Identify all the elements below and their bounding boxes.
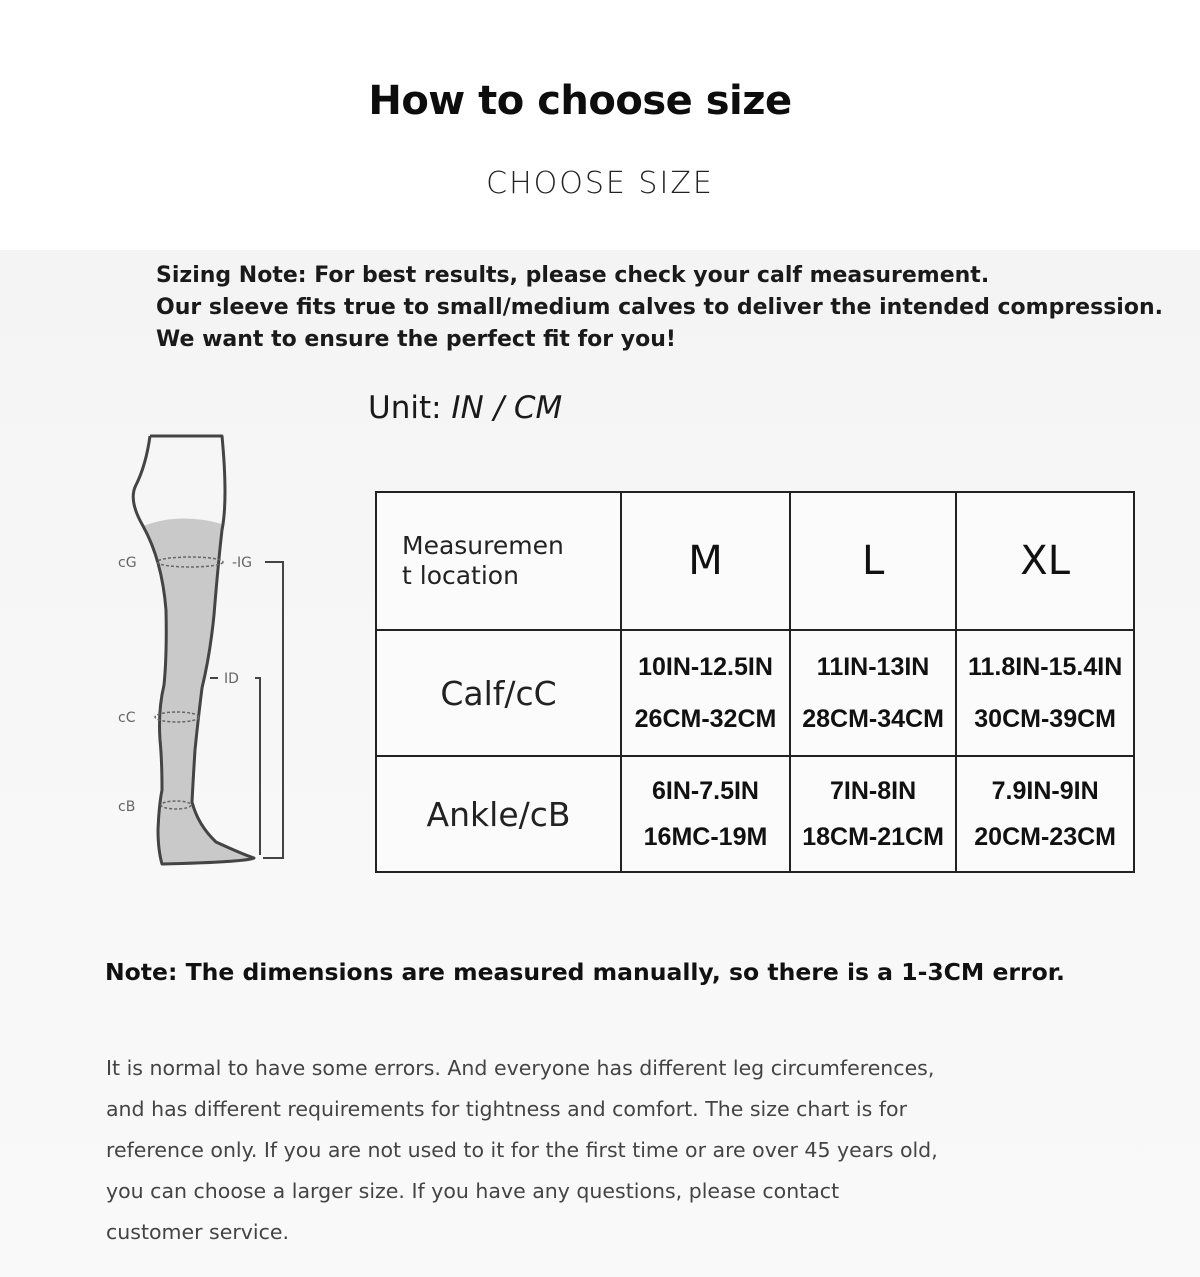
sizing-note-line: Our sleeve fits true to small/medium calves to deliver the intended compression. bbox=[156, 295, 1163, 320]
diagram-label-id: ID bbox=[224, 671, 239, 687]
table-row-ankle bbox=[376, 756, 1134, 872]
header-size-l: L bbox=[790, 492, 956, 630]
diagram-label-cc: cC bbox=[118, 710, 136, 726]
paragraph-line: customer service. bbox=[106, 1220, 289, 1244]
table-row-calf bbox=[376, 630, 1134, 756]
sizing-note-line: We want to ensure the perfect fit for you! bbox=[156, 327, 676, 352]
disclaimer-paragraph bbox=[106, 1048, 1106, 1253]
leg-measurement-diagram bbox=[110, 430, 300, 870]
paragraph-line: you can choose a larger size. If you have any questions, please contact bbox=[106, 1179, 840, 1203]
paragraph-line: and has different requirements for tightness and comfort. The size chart is for bbox=[106, 1097, 907, 1121]
value-inch: 10IN-12.5IN bbox=[638, 653, 773, 681]
unit-label bbox=[368, 390, 562, 426]
diagram-label-ig: -IG bbox=[232, 555, 253, 571]
value-inch: 7.9IN-9IN bbox=[991, 777, 1099, 805]
paragraph-line: It is normal to have some errors. And everyone has different leg circumferences, bbox=[106, 1056, 935, 1080]
sizing-note-line: Sizing Note: For best results, please check your calf measurement. bbox=[156, 263, 990, 288]
diagram-label-cg: cG bbox=[118, 555, 137, 571]
header-location-line: t location bbox=[402, 561, 519, 590]
id-bracket bbox=[255, 678, 260, 855]
value-cm: 26CM-32CM bbox=[634, 705, 777, 733]
paragraph-line: reference only. If you are not used to it for the first time or are over 45 years old, bbox=[106, 1138, 938, 1162]
table-header-row bbox=[376, 492, 1134, 630]
value-inch: 11.8IN-15.4IN bbox=[968, 653, 1123, 681]
table-cell bbox=[621, 756, 790, 872]
value-cm: 28CM-34CM bbox=[802, 705, 944, 733]
row-label-calf: Calf/cC bbox=[376, 630, 621, 756]
table-cell bbox=[956, 630, 1134, 756]
table-cell bbox=[956, 756, 1134, 872]
header-location-line: Measuremen bbox=[402, 531, 564, 560]
value-inch: 7IN-8IN bbox=[830, 777, 917, 805]
header-cell-location bbox=[376, 492, 621, 630]
header-size-xl: XL bbox=[956, 492, 1134, 630]
row-label-ankle: Ankle/cB bbox=[376, 756, 621, 872]
table-cell bbox=[790, 630, 956, 756]
value-cm: 30CM-39CM bbox=[974, 705, 1116, 733]
size-table bbox=[375, 491, 1135, 873]
diagram-label-cb: cB bbox=[118, 799, 136, 815]
table-cell bbox=[790, 756, 956, 872]
unit-label-value: IN / CM bbox=[451, 390, 563, 426]
page-title: How to choose size bbox=[368, 78, 792, 124]
ig-bracket bbox=[263, 562, 283, 858]
table-cell bbox=[621, 630, 790, 756]
value-inch: 11IN-13IN bbox=[816, 653, 930, 681]
unit-label-prefix: Unit: bbox=[368, 390, 442, 426]
measurement-error-note: Note: The dimensions are measured manually, so there is a 1-3CM error. bbox=[105, 958, 1065, 986]
page-subtitle: CHOOSE SIZE bbox=[486, 166, 714, 201]
value-cm: 18CM-21CM bbox=[802, 823, 944, 851]
value-inch: 6IN-7.5IN bbox=[652, 777, 759, 805]
header-size-m: M bbox=[621, 492, 790, 630]
value-cm: 20CM-23CM bbox=[974, 823, 1116, 851]
sizing-note bbox=[156, 260, 1163, 356]
value-cm: 16MC-19M bbox=[643, 823, 768, 851]
